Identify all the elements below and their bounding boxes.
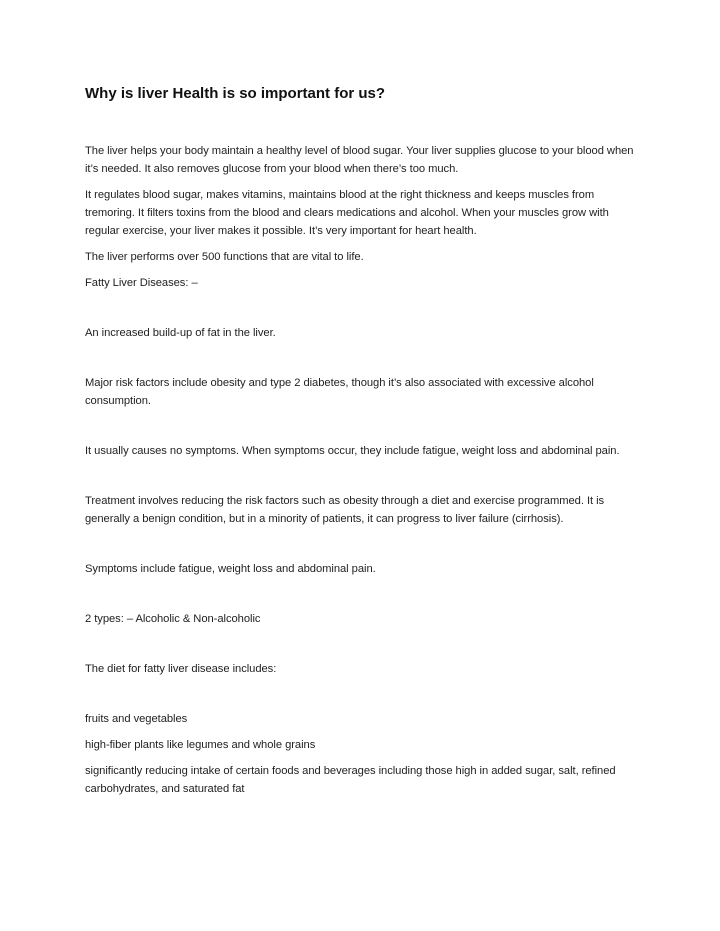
document-title: Why is liver Health is so important for us? [85, 85, 386, 102]
paragraph-liver-functions: It regulates blood sugar, makes vitamins, maintains blood at the right thickness and keeps muscles from tremoring. It filters toxins from the blood and clears medications and alcohol. When your muscles grow with regular exercise, your liver makes it possible. It’s very important for heart health. [85, 189, 609, 237]
paragraph-fat-buildup: An increased build-up of fat in the liver. [85, 327, 276, 339]
diet-item-fruits: fruits and vegetables [85, 713, 188, 725]
diet-item-reduce-intake: significantly reducing intake of certain foods and beverages including those high in added sugar, salt, refined carbohydrates, and saturated fat [85, 765, 616, 795]
paragraph-no-symptoms: It usually causes no symptoms. When symptoms occur, they include fatigue, weight loss and abdominal pain. [85, 445, 620, 457]
paragraph-diet-intro: The diet for fatty liver disease includes: [85, 663, 277, 675]
section-heading-fatty-liver: Fatty Liver Diseases: – [85, 277, 198, 289]
paragraph-blood-sugar: The liver helps your body maintain a healthy level of blood sugar. Your liver supplies glucose to your blood when it’s needed. It also removes glucose from your blood when there’s too much. [85, 145, 634, 175]
paragraph-risk-factors: Major risk factors include obesity and type 2 diabetes, though it’s also associated with excessive alcohol consumption. [85, 377, 594, 407]
paragraph-500-functions: The liver performs over 500 functions that are vital to life. [85, 251, 364, 263]
paragraph-two-types: 2 types: – Alcoholic & Non-alcoholic [85, 613, 261, 625]
paragraph-treatment: Treatment involves reducing the risk factors such as obesity through a diet and exercise programmed. It is generally a benign condition, but in a minority of patients, it can progress to liver failure (cirrhosis). [85, 495, 605, 525]
paragraph-symptoms: Symptoms include fatigue, weight loss and abdominal pain. [85, 563, 376, 575]
diet-item-fiber: high-fiber plants like legumes and whole grains [85, 739, 316, 751]
